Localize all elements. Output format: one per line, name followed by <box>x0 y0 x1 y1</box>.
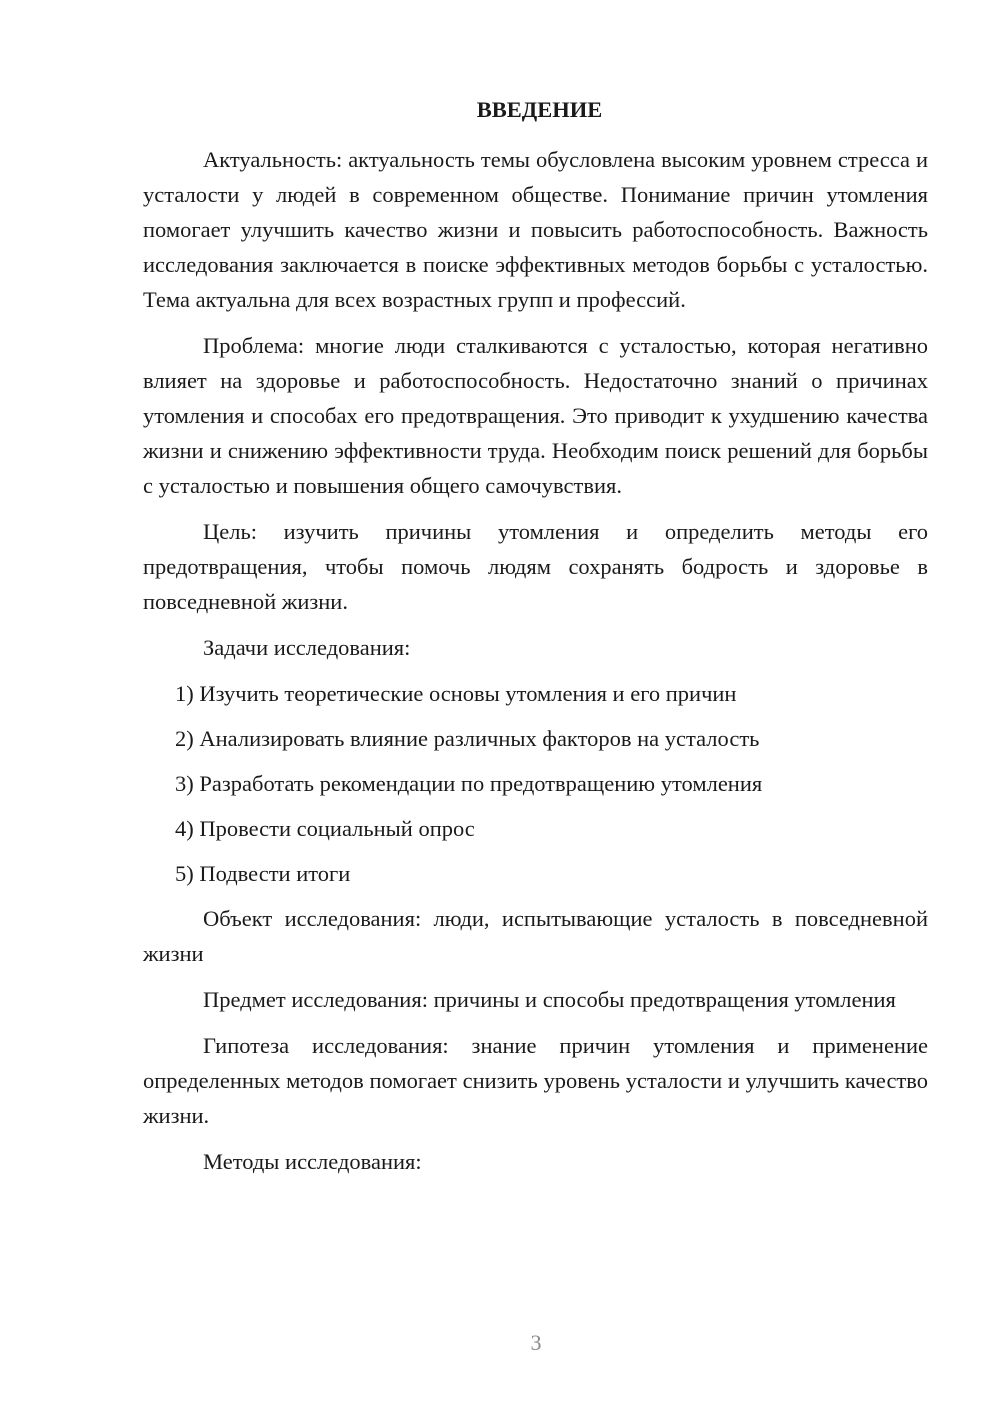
page-title: ВВЕДЕНИЕ <box>476 97 603 122</box>
relevance-paragraph: Актуальность: актуальность темы обусловлена высоким уровнем стресса и усталости у людей в современном обществе. Понимание причин утомления помогает улучшить качество жизни и повысить работоспособность. Важность исследования заключается в поиске эффективных методов борьбы с усталостью. Тема актуальна для всех возрастных групп и профессий. <box>143 147 928 312</box>
object-paragraph: Объект исследования: люди, испытывающие усталость в повседневной жизни <box>143 906 928 966</box>
tasks-list <box>143 676 928 891</box>
subject-paragraph: Предмет исследования: причины и способы предотвращения утомления <box>203 987 896 1012</box>
list-item: 1) Изучить теоретические основы утомления и его причин <box>175 681 737 706</box>
methods-heading: Методы исследования: <box>203 1149 422 1174</box>
goal-paragraph: Цель: изучить причины утомления и определить методы его предотвращения, чтобы помочь людям сохранять бодрость и здоровье в повседневной жизни. <box>143 519 928 614</box>
hypothesis-paragraph: Гипотеза исследования: знание причин утомления и применение определенных методов помогает снизить уровень усталости и улучшить качество жизни. <box>143 1033 928 1128</box>
list-item: 4) Провести социальный опрос <box>175 816 475 841</box>
page-content <box>143 90 928 1190</box>
list-item: 2) Анализировать влияние различных факторов на усталость <box>175 726 760 751</box>
list-item: 3) Разработать рекомендации по предотвращению утомления <box>175 771 763 796</box>
page-number: 3 <box>530 1330 542 1355</box>
list-item: 5) Подвести итоги <box>175 861 351 886</box>
problem-paragraph: Проблема: многие люди сталкиваются с усталостью, которая негативно влияет на здоровье и работоспособность. Недостаточно знаний о причинах утомления и способах его предотвращения. Это приводит к ухудшению качества жизни и снижению эффективности труда. Необходим поиск решений для борьбы с усталостью и повышения общего самочувствия. <box>143 333 928 498</box>
tasks-heading: Задачи исследования: <box>203 635 411 660</box>
